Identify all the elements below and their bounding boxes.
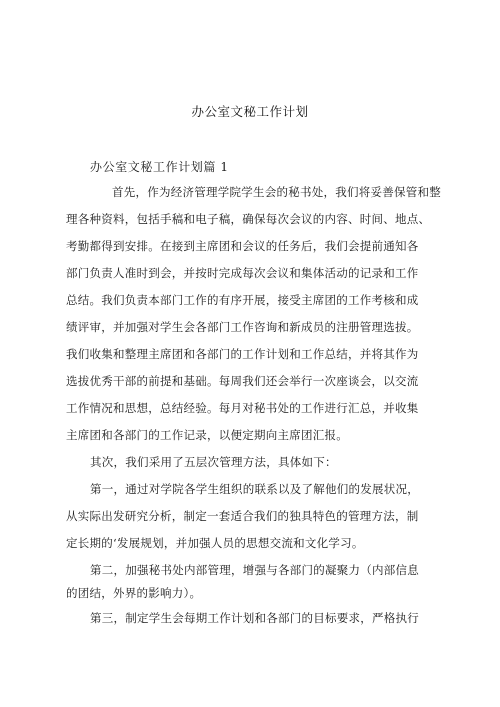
- paragraph-line: 理各种资料，包括手稿和电子稿，确保每次会议的内容、时间、地点、: [66, 212, 431, 226]
- paragraph-line: 第二，加强秘书处内部管理，增强与各部门的凝聚力（内部信息: [90, 563, 419, 577]
- paragraph-line: 从实际出发研究分析，制定一套适合我们的独具特色的管理方法，制: [66, 509, 419, 523]
- paragraph-line: 我们收集和整理主席团和各部门的工作计划和工作总结，并将其作为: [66, 347, 419, 361]
- paragraph-line: 主席团和各部门的工作记录，以便定期向主席团汇报。: [66, 428, 348, 442]
- paragraph-line: 首先，作为经济管理学院学生会的秘书处，我们将妥善保管和整: [112, 185, 441, 199]
- paragraph-line: 其次，我们采用了五层次管理方法，具体如下：: [90, 455, 337, 469]
- paragraph-line: 定长期的‘发展规划，并加强人员的思想交流和文化学习。: [66, 536, 364, 550]
- paragraph-line: 选拔优秀干部的前提和基础。每周我们还会举行一次座谈会，以交流: [66, 374, 419, 388]
- paragraph-line: 的团结，外界的影响力）。: [66, 586, 202, 600]
- paragraph-line: 第一，通过对学院各学生组织的联系以及了解他们的发展状况，: [90, 482, 419, 496]
- paragraph-line: 考勤都得到安排。在接到主席团和会议的任务后，我们会提前通知各: [66, 239, 419, 253]
- paragraph-line: 绩评审，并加强对学生会各部门工作咨询和新成员的注册管理选拔。: [66, 320, 419, 334]
- document-title: 办公室文秘工作计划: [191, 104, 309, 119]
- paragraph-line: 部门负责人准时到会，并按时完成每次会议和集体活动的记录和工作: [66, 266, 419, 280]
- section-heading: 办公室文秘工作计划篇 1: [90, 160, 229, 174]
- paragraph-line: 总结。我们负责本部门工作的有序开展，接受主席团的工作考核和成: [66, 293, 419, 307]
- paragraph-line: 第三，制定学生会每期工作计划和各部门的目标要求，严格执行: [90, 611, 419, 625]
- paragraph-line: 工作情况和思想，总结经验。每月对秘书处的工作进行汇总，并收集: [66, 401, 419, 415]
